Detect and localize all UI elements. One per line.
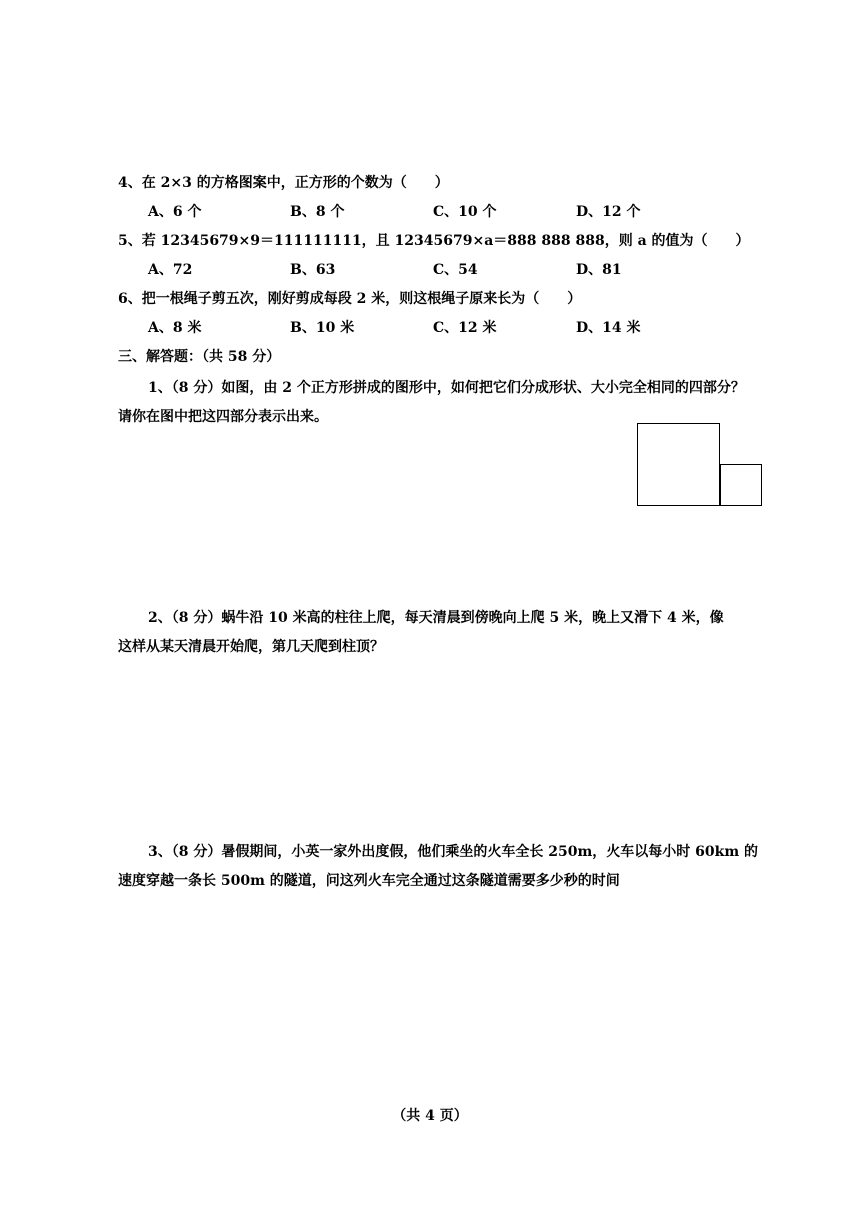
section-heading: 三、解答题：（共 58 分）: [118, 349, 281, 365]
question-6-option-c: C、12 米: [433, 320, 497, 336]
page-footer: （共 4 页）: [392, 1108, 468, 1124]
answer-question-3-line-1: 3、（8 分）暑假期间，小英一家外出度假，他们乘坐的火车全长 250m，火车以每小时 60km 的: [148, 844, 759, 860]
question-5-option-b: B、63: [290, 262, 336, 278]
question-5-option-c: C、54: [433, 262, 478, 278]
question-5-option-d: D、81: [576, 262, 622, 278]
question-4-stem: 4、在 2×3 的方格图案中，正方形的个数为（ ）: [118, 175, 449, 191]
answer-question-2-line-1: 2、（8 分）蜗牛沿 10 米高的柱往上爬，每天清晨到傍晚向上爬 5 米，晚上又滑下 4 米，像: [148, 610, 724, 626]
answer-question-1-line-2: 请你在图中把这四部分表示出来。: [118, 409, 328, 425]
question-6-option-a: A、8 米: [148, 320, 202, 336]
question-4-option-b: B、8 个: [290, 204, 345, 220]
question-6-stem: 6、把一根绳子剪五次，刚好剪成每段 2 米，则这根绳子原来长为（ ）: [118, 291, 582, 307]
answer-question-3-line-2: 速度穿越一条长 500m 的隧道，问这列火车完全通过这条隧道需要多少秒的时间: [118, 873, 620, 889]
question-4-option-c: C、10 个: [433, 204, 497, 220]
question-5-stem: 5、若 12345679×9＝111111111，且 12345679×a＝888 888 888，则 a 的值为（ ）: [118, 233, 750, 249]
question-4-option-d: D、12 个: [576, 204, 641, 220]
question-6-option-b: B、10 米: [290, 320, 355, 336]
small-square: [720, 464, 762, 506]
question-6-option-d: D、14 米: [576, 320, 641, 336]
question-4-option-a: A、6 个: [148, 204, 202, 220]
question-5-option-a: A、72: [148, 262, 193, 278]
answer-question-2-line-2: 这样从某天清晨开始爬，第几天爬到柱顶？: [118, 639, 384, 655]
large-square: [637, 423, 720, 506]
answer-question-1-line-1: 1、（8 分）如图，由 2 个正方形拼成的图形中，如何把它们分成形状、大小完全相同的四部分？: [148, 380, 745, 396]
